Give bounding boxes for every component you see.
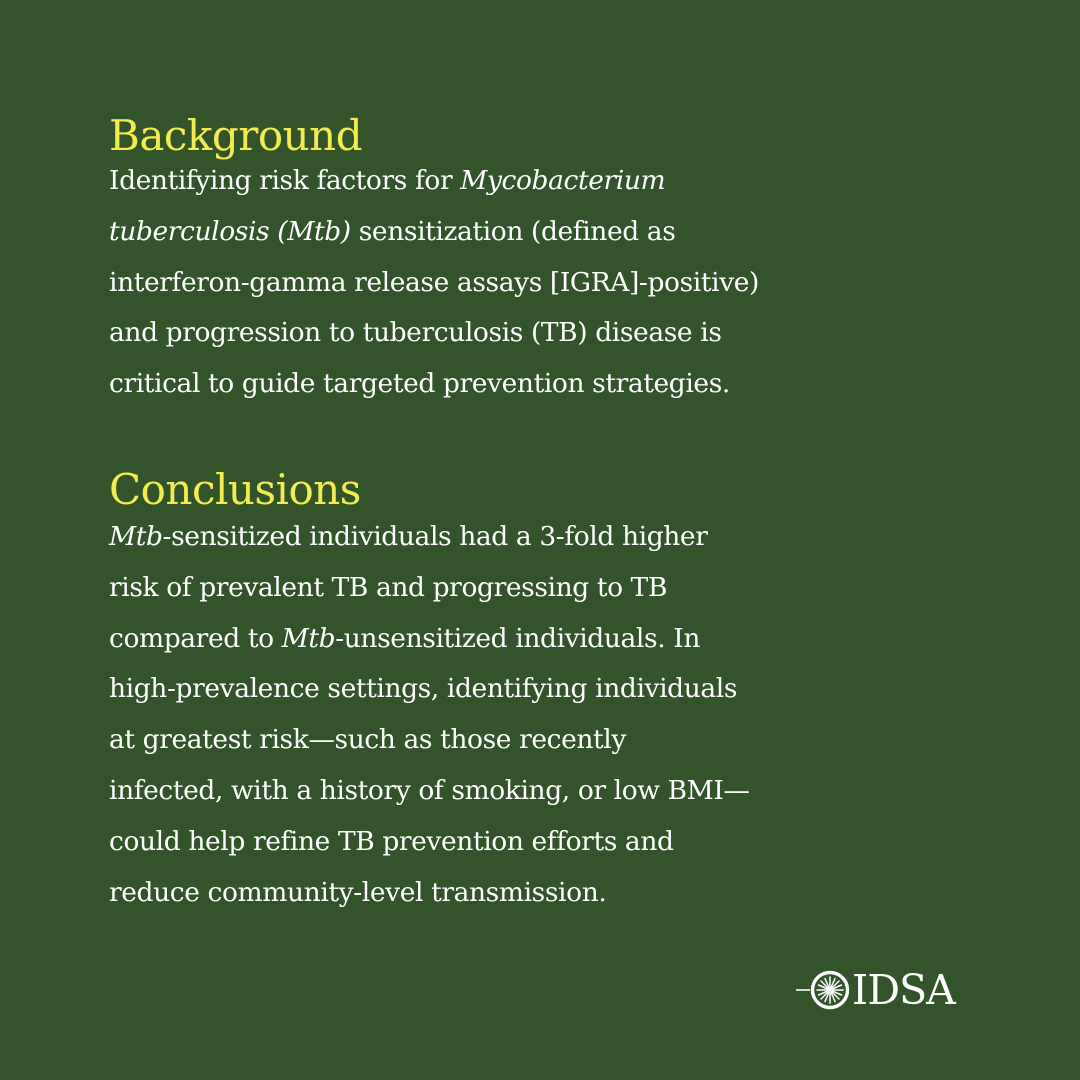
text-line: reduce community-level transmission. [109,876,607,908]
sunburst-logo-icon [796,968,854,1012]
abstract-summary [109,108,1009,918]
idsa-logo-text: IDSA [852,966,955,1014]
text-line: Identifying risk factors for Mycobacterium [109,165,666,196]
italic-term: tuberculosis (Mtb) [109,215,351,247]
text-line: critical to guide targeted prevention strategies. [109,368,730,400]
idsa-logo [796,968,955,1012]
conclusions-text [109,512,1009,918]
italic-term: Mtb [109,520,163,552]
conclusions-heading: Conclusions [109,464,361,514]
text-line: high-prevalence settings, identifying individuals [109,673,738,705]
text-line: and progression to tuberculosis (TB) disease is [109,317,722,349]
background-text [109,156,1009,410]
background-heading: Background [109,111,363,160]
text-line: at greatest risk—such as those recently [109,724,626,756]
text-line: tuberculosis (Mtb) sensitization (defined as [109,215,676,247]
text-line: Mtb-sensitized individuals had a 3-fold higher [109,520,708,552]
text-line: could help refine TB prevention efforts and [109,825,674,857]
text-line: interferon-gamma release assays [IGRA]-positive) [109,266,759,298]
italic-term: Mycobacterium [460,165,666,196]
text-line: compared to Mtb-unsensitized individuals. In [109,622,700,654]
text-line: infected, with a history of smoking, or low BMI— [109,774,750,806]
italic-term: Mtb [281,622,336,654]
text-line: risk of prevalent TB and progressing to TB [109,571,668,603]
